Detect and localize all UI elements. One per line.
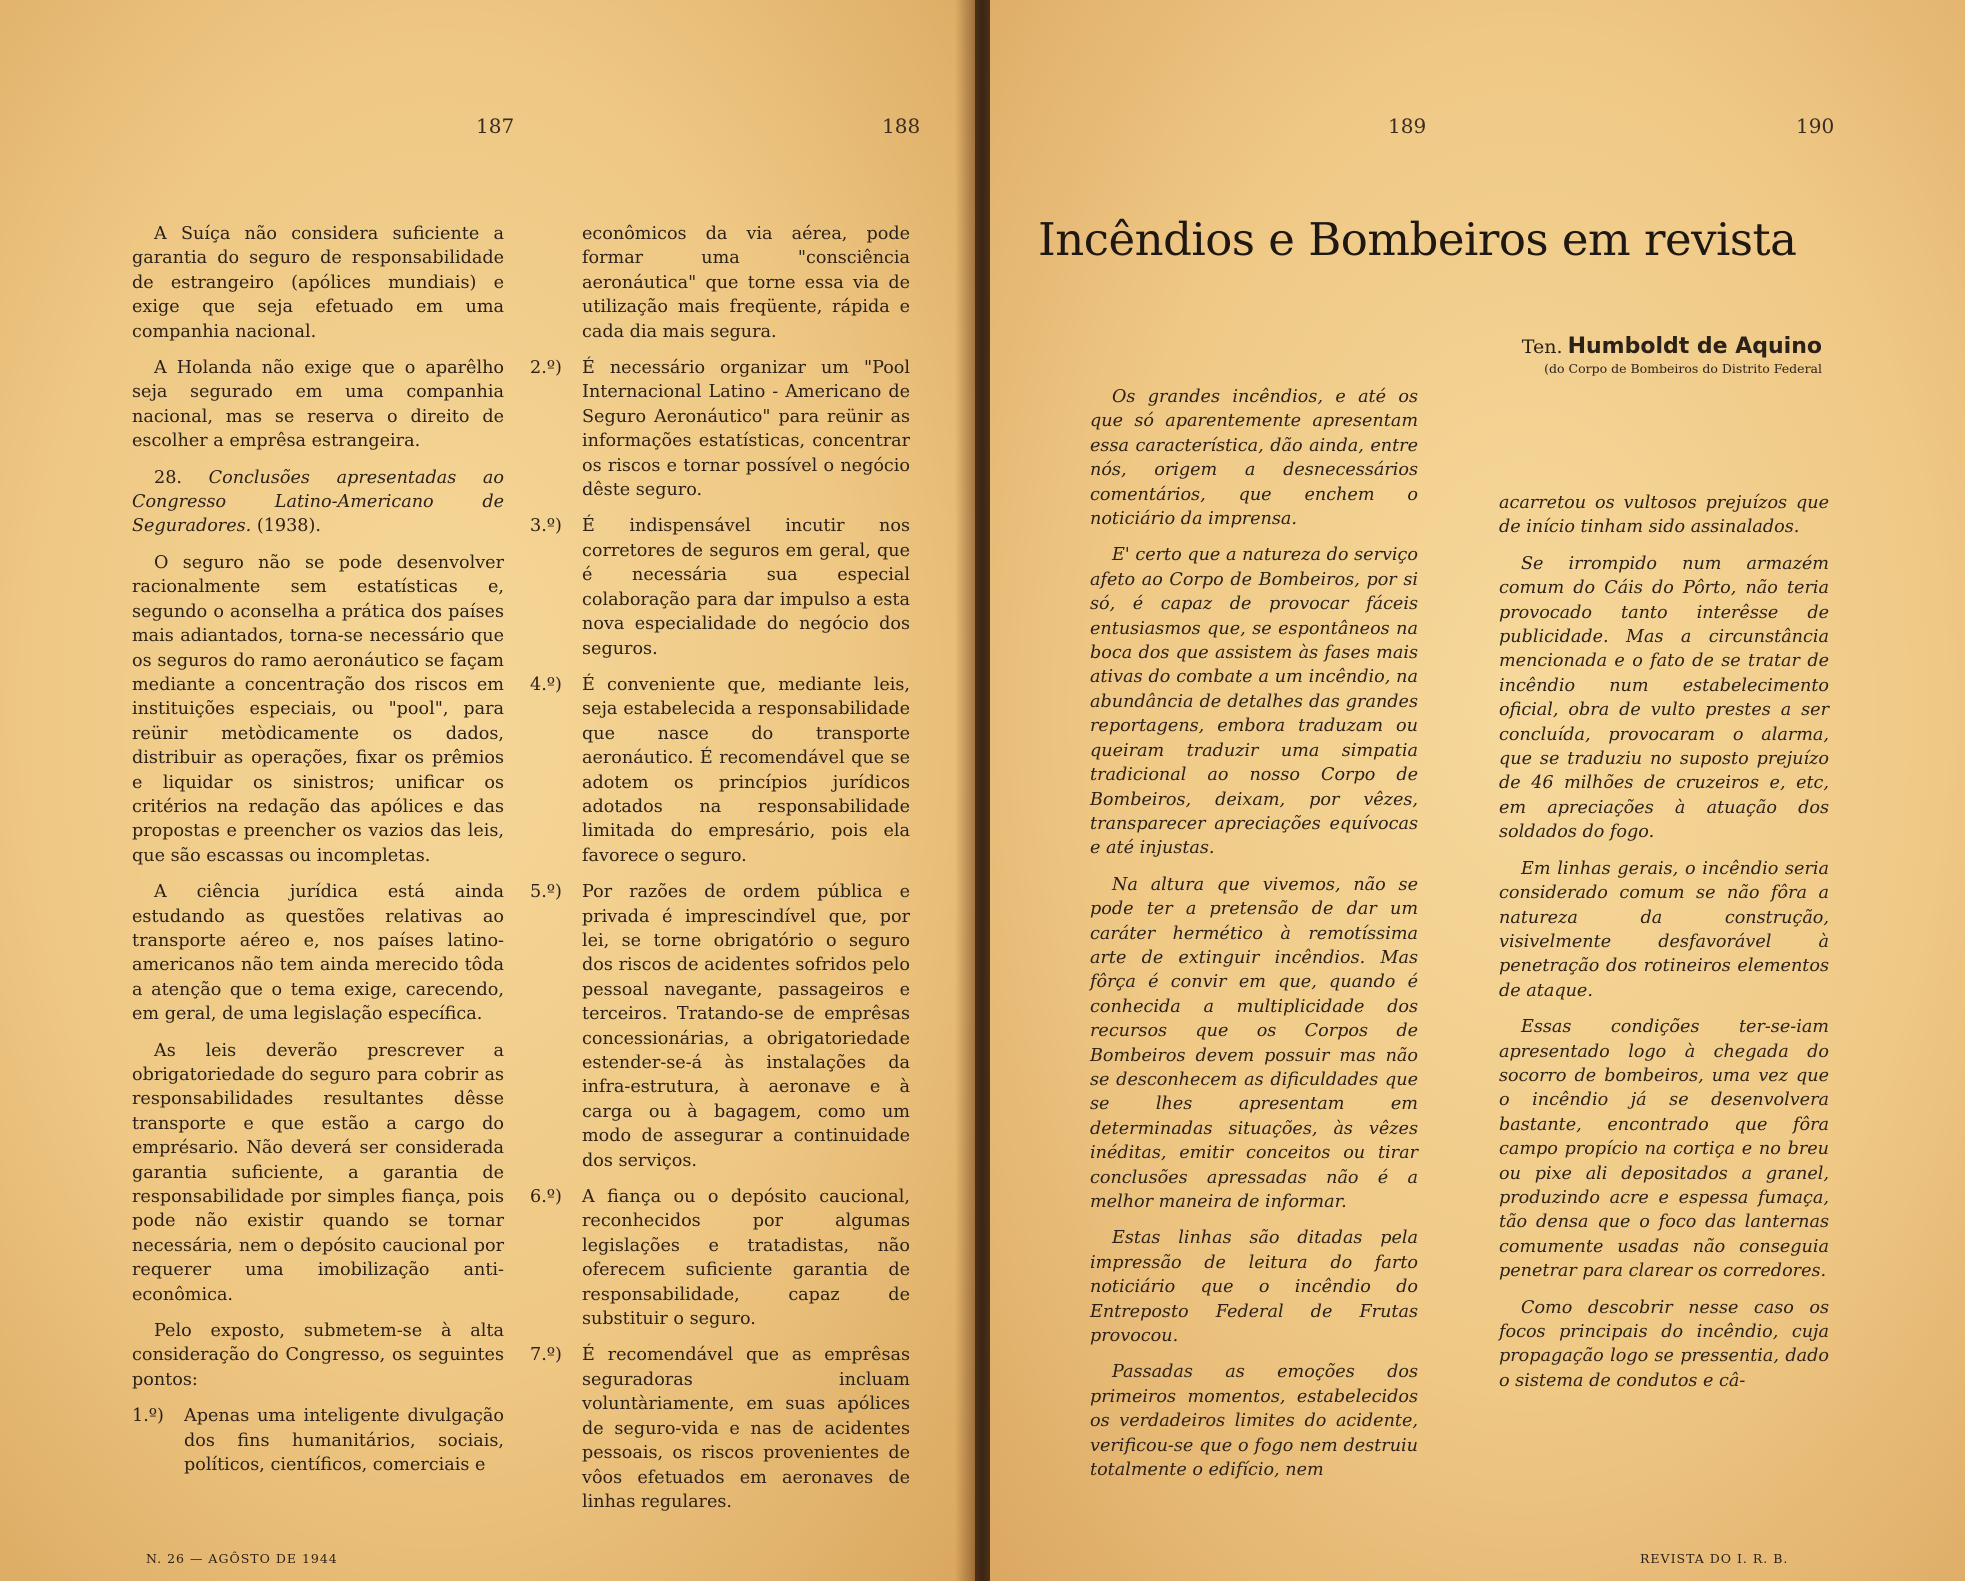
byline (1522, 334, 1822, 376)
paragraph: Essas condições ter-se-iam apresentado logo à chegada do socorro de bombeiros, uma vez que o incêndio já se desenvolvera bastante, encontrado que fôra campo propício na cortiça e no breu ou pixe ali depositados a granel, produzindo acre e espessa fumaça, tão densa que o foco das lanternas comumente usadas não conseguia penetrar para clarear os corredores. (1499, 1017, 1829, 1282)
page-number-187: 187 (476, 114, 515, 138)
author-affiliation: (do Corpo de Bombeiros do Distrito Federal (1544, 361, 1822, 376)
right-column-2 (1499, 491, 1829, 1405)
page-number-189: 189 (1388, 114, 1427, 138)
list-text: Apenas uma inteligente divulgação dos fins humanitários, sociais, políticos, científicos, comerciais e (184, 1406, 504, 1476)
section-heading: Conclusões apresentadas ao Congresso Latino-Americano de Seguradores. (132, 467, 505, 537)
list-item-2: 2.º) É necessário organizar um "Pool Internacional Latino - Americano de Seguro Aeronáutico" para reünir as informações estatísticas, concentrar os riscos e tornar possível o negócio dêste seguro. (530, 358, 911, 501)
paragraph: A Holanda não exige que o aparêlho seja segurado em uma companhia nacional, mas se reserva o direito de escolher a emprêsa estrangeira. (132, 358, 504, 452)
left-page (0, 0, 975, 1581)
list-number: 1.º) (132, 1406, 164, 1427)
list-item (132, 1404, 504, 1477)
paragraph: Em linhas gerais, o incêndio seria considerado comum se não fôra a natureza da construção, visivelmente desfavorável à penetração dos rotineiros elementos de ataque. (1499, 858, 1829, 1001)
article-title: Incêndios e Bombeiros em revista (1038, 213, 1797, 266)
list-item-4: 4.º) É conveniente que, mediante leis, seja estabelecida a responsabilidade que nasce do transporte aeronáutico. É recomendável que se adotem os princípios jurídicos adotados na responsabilidade limitada do empresário, pois ela favorece o seguro. (530, 674, 911, 866)
paragraph: Os grandes incêndios, e até os que só aparentemente apresentam essa característica, dão ainda, entre nós, origem a desnecessários comentários, que enchem o noticiário da imprensa. (1090, 387, 1418, 530)
paragraph: E' certo que a natureza do serviço afeto ao Corpo de Bombeiros, por si só, é capaz de provocar fáceis entusiasmos que, se espontâneos na boca dos que assistem às fases mais ativas do combate a um incêndio, na abundância de detalhes das grandes reportagens, embora traduzam ou queiram traduzir uma simpatia tradicional ao nosso Corpo de Bombeiros, deixam, por vêzes, transparecer apreciações equívocas e até injustas. (1090, 545, 1418, 859)
list-item-3: 3.º) É indispensável incutir nos corretores de seguros em geral, que é necessária sua especial colaboração para dar impulso a esta nova especialidade do negócio dos seguros. (530, 516, 910, 659)
page-footer-right: REVISTA DO I. R. B. (1640, 1551, 1789, 1566)
continuation-paragraph: econômicos da via aérea, pode formar uma "consciência aeronáutica" que torne essa via de utilização mais freqüente, rápida e cada dia mais segura. (582, 224, 910, 342)
paragraph: O seguro não se pode desenvolver racionalmente sem estatísticas e, segundo o aconselha a prática dos países mais adiantados, torna-se necessário que os seguros do ramo aeronáutico se façam mediante a concentração dos riscos em instituições especiais, ou "pool", para reünir metòdicamente os dados, distribuir as operações, fixar os prêmios e liquidar os sinistros; unificar os critérios na redação das apólices e das propostas e preencher os vazios das leis, que são escassas ou incompletas. (132, 552, 504, 866)
paragraph: Se irrompido num armazém comum do Cáis do Pôrto, não teria provocado tanto interêsse de publicidade. Mas a circunstância mencionada e o fato de se tratar de incêndio num estabelecimento oficial, obra de vulto prestes a ser concluída, provocaram o alarma, que se traduziu no suposto prejuízo de 46 milhões de cruzeiros e, etc, em apreciações à atuação dos soldados do fogo. (1499, 553, 1829, 843)
right-column-1 (1090, 385, 1418, 1494)
section-number: 28. (154, 467, 182, 488)
paragraph: Pelo exposto, submetem-se à alta consideração do Congresso, os seguintes pontos: (132, 1321, 504, 1390)
list-item-7: 7.º) É recomendável que as emprêsas seguradoras incluam voluntàriamente, em suas apólices de seguro-vida e nas de acidentes pessoais, os riscos provenientes de vôos efetuados em aeronaves de linhas regulares. (530, 1345, 910, 1512)
section-year: (1938). (256, 516, 321, 537)
left-column-2 (530, 222, 910, 1526)
author-name: Humboldt de Aquino (1567, 334, 1822, 359)
paragraph: Na altura que vivemos, não se pode ter a pretensão de dar um caráter hermético à remotíssima arte de extinguir incêndios. Mas fôrça é convir em que, quando é conhecida a multiplicidade dos recursos que os Corpos de Bombeiros devem possuir mas não se desconhecem as dificuldades que se lhes apresentam em determinadas situações, às vêzes inéditas, emitir conceitos ou tirar conclusões apressadas não é a melhor maneira de informar. (1090, 874, 1418, 1212)
paragraph: Estas linhas são ditadas pela impressão de leitura do farto noticiário que o incêndio do Entreposto Federal de Frutas provocou. (1090, 1228, 1418, 1347)
paragraph: acarretou os vultosos prejuízos que de início tinham sido assinalados. (1499, 493, 1829, 538)
list-item-6: 6.º) A fiança ou o depósito caucional, reconhecidos por algumas legislações e tratadistas, não oferecem suficiente garantia de responsabilidade, capaz de substituir o seguro. (530, 1187, 910, 1330)
list-item-5: 5.º) Por razões de ordem pública e privada é imprescindível que, por lei, se torne obrigatório o seguro dos riscos de acidentes sofridos pelo pessoal navegante, passageiros e terceiros. Tratando-se de emprêsas concessionárias, a obrigatoriedade estender-se-á às instalações da infra-estrutura, à aeronave e à carga ou à bagagem, como um modo de assegurar a continuidade dos serviços. (530, 882, 910, 1171)
page-footer: N. 26 — AGÔSTO DE 1944 (146, 1551, 338, 1566)
paragraph: Como descobrir nesse caso os focos principais do incêndio, cuja propagação logo se pressentia, dado o sistema de condutos e câ- (1499, 1297, 1829, 1391)
page-number-190: 190 (1796, 114, 1835, 138)
author-rank: Ten. (1521, 336, 1563, 358)
paragraph: Passadas as emoções dos primeiros momentos, estabelecidos os verdadeiros limites do acidente, verificou-se que o fogo nem destruiu totalmente o edifício, nem (1090, 1362, 1418, 1481)
paragraph (132, 466, 504, 539)
paragraph: As leis deverão prescrever a obrigatoriedade do seguro para cobrir as responsabilidades resultantes dêsse transporte e que estão a cargo do emprésario. Não deverá ser considerada garantia suficiente, a garantia de responsabilidade por simples fiança, pois pode não existir quando se tornar necessária, nem o depósito caucional por requerer uma imobilização anti-econômica. (132, 1040, 504, 1305)
paragraph: A Suíça não considera suficiente a garantia do seguro de responsabilidade de estrangeiro (apólices mundiais) e exige que seja efetuado em uma companhia nacional. (132, 224, 504, 342)
left-column-1 (132, 222, 504, 1490)
page-number-188: 188 (882, 114, 921, 138)
paragraph: A ciência jurídica está ainda estudando as questões relativas ao transporte aéreo e, nos países latino-americanos não tem ainda merecido tôda a atenção que o tema exige, carecendo, em geral, de uma legislação específica. (132, 882, 504, 1025)
